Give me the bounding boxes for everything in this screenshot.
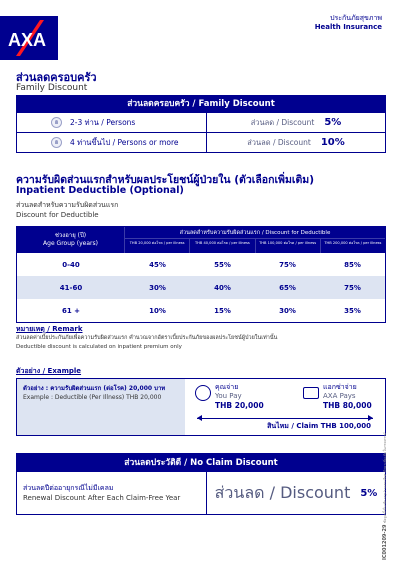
no-claim-th: ส่วนลดปีต่ออายุกรณีไม่มีเคลม — [23, 484, 114, 492]
deductible-title: ความรับผิดส่วนแรกสำหรับผลประโยชน์ผู้ป่วยใน (ตัวเลือกเพิ่มเติม) — [16, 174, 315, 186]
claim-arrow — [197, 418, 373, 419]
table-row — [17, 132, 385, 152]
side-disclaimer: ข้อมูลนี้เป็นเพียงสรุปรายละเอียด ศึกษาเพิ่มเติมในกรมธรรม์ — [383, 432, 387, 524]
column-header: THB 100,000 ต่อโรค / per illness — [256, 239, 321, 253]
example-title: ตัวอย่าง / Example — [16, 367, 82, 375]
value-cell: 55% — [214, 260, 231, 269]
you-pay-th: คุณจ่าย — [215, 383, 239, 391]
age-header-en: Age Group (years) — [43, 240, 98, 247]
column-header: THB 20,000 ต่อโรค / per illness — [125, 239, 190, 253]
value-cell: 45% — [149, 260, 166, 269]
column-header: THB 40,000 ต่อโรค / per illness — [190, 239, 255, 253]
axa-pays-en: AXA Pays — [323, 392, 356, 400]
axa-pays-th: แอกซ่าจ่าย — [323, 383, 357, 391]
table-row — [17, 253, 385, 276]
family-discount-header: ส่วนลดครอบครัว / Family Discount — [17, 96, 385, 112]
deductible-sub-en: Discount for Deductible — [16, 211, 99, 219]
persons-label: 2-3 ท่าน / Persons — [70, 117, 136, 127]
remark-th: ส่วนลดค่าเบี้ยประกันภัยเพื่อความรับผิดส่วนแรก คำนวณจากอัตราเบี้ยประกันภัยของผลประโยชน์ผู้ป่วยในเท่านั้น — [16, 335, 278, 341]
value-cell: 15% — [214, 306, 231, 315]
table-row — [17, 276, 385, 299]
svg-text:AXA: AXA — [8, 30, 47, 50]
value-cell: 75% — [279, 260, 296, 269]
example-box — [16, 378, 386, 436]
value-cell: 30% — [279, 306, 296, 315]
value-cell: 10% — [149, 306, 166, 315]
discount-label: ส่วนลด / Discount — [247, 137, 311, 147]
user-icon — [195, 385, 211, 401]
people-icon — [51, 117, 62, 128]
discount-label: ส่วนลด / Discount — [250, 117, 315, 127]
value-cell: 65% — [279, 283, 296, 292]
claim-total: สินไหม / Claim THB 100,000 — [267, 422, 371, 430]
document-code: IC001209-29 — [382, 524, 388, 560]
discount-value: 5% — [360, 487, 378, 499]
deductible-table — [16, 226, 386, 323]
age-cell: 0-40 — [62, 260, 80, 269]
discount-label: ส่วนลด / Discount — [214, 482, 351, 502]
value-cell: 30% — [149, 283, 166, 292]
discount-header: ส่วนลดสำหรับความรับผิดส่วนแรก / Discount for Deductible — [125, 227, 385, 239]
persons-label: 4 ท่านขึ้นไป / Persons or more — [70, 137, 179, 147]
value-cell: 40% — [214, 283, 231, 292]
example-en: Example : Deductible (Per Illness) THB 20,000 — [23, 394, 162, 401]
no-claim-discount-table — [16, 453, 386, 515]
people-icon — [51, 137, 62, 148]
remark-title: หมายเหตุ / Remark — [16, 325, 83, 333]
column-header: THB 200,000 ต่อโรค / per illness — [324, 241, 382, 245]
value-cell: 35% — [344, 306, 361, 315]
handshake-icon — [303, 387, 319, 399]
family-discount-subtitle: Family Discount — [16, 83, 88, 93]
axa-logo — [0, 16, 58, 60]
family-discount-title: ส่วนลดครอบครัว — [16, 71, 97, 84]
axa-pays-amount: THB 80,000 — [323, 401, 372, 410]
family-discount-table — [16, 95, 386, 153]
table-row — [17, 112, 385, 132]
brand-label — [315, 14, 382, 32]
discount-value: 5% — [324, 117, 342, 128]
table-row — [17, 299, 385, 322]
age-cell: 41-60 — [59, 283, 83, 292]
remark-text — [16, 334, 277, 352]
no-claim-header: ส่วนลดประวัติดี / No Claim Discount — [17, 454, 385, 472]
you-pay-en: You Pay — [215, 392, 242, 400]
brand-th: ประกันภัยสุขภาพ — [330, 14, 382, 22]
brand-en: Health Insurance — [314, 23, 382, 31]
discount-value: 10% — [320, 137, 345, 148]
value-cell: 85% — [344, 260, 361, 269]
value-cell: 75% — [344, 283, 361, 292]
remark-en: Deductible discount is calculated on inpatient premium only — [16, 344, 182, 350]
deductible-sub-th: ส่วนลดสำหรับความรับผิดส่วนแรก — [16, 201, 119, 209]
deductible-header — [17, 227, 385, 253]
age-header-th: ช่วงอายุ (ปี) — [54, 232, 87, 239]
age-cell: 61 + — [61, 306, 81, 315]
no-claim-en: Renewal Discount After Each Claim-Free Year — [23, 494, 181, 502]
you-pay-amount: THB 20,000 — [215, 401, 264, 410]
side-note — [382, 432, 394, 560]
deductible-subtitle: Inpatient Deductible (Optional) — [16, 185, 184, 196]
example-th: ตัวอย่าง : ความรับผิดส่วนแรก (ต่อโรค) 20,000 บาท — [23, 385, 166, 392]
